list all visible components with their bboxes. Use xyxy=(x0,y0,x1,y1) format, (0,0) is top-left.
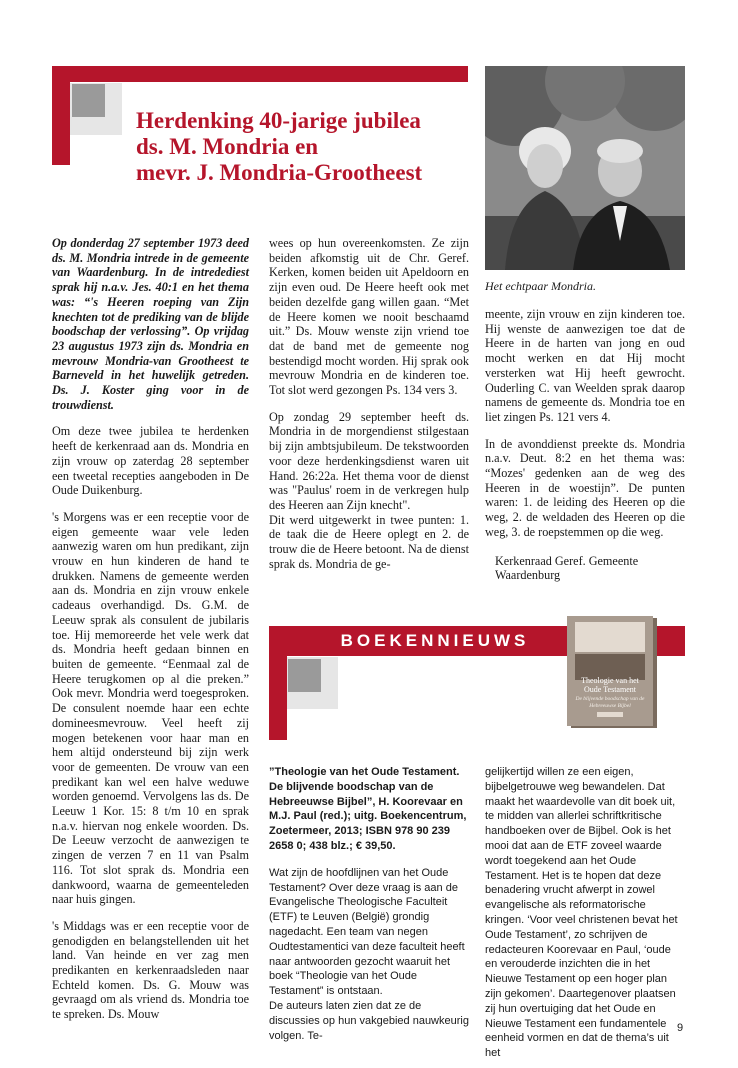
book-bibliography: ”Theologie van het Oude Testament. De blijvende boodschap van de Hebreeuwse Bijbel”, H. Koorevaar en M.J. Paul (red.); uitg. Boekencentrum, Zoetermeer, 2013; ISBN 978 90 239 2658 0; 438 blz.; € 39,50. xyxy=(269,766,467,852)
article-signature xyxy=(485,554,685,583)
books-column-right xyxy=(485,765,685,1061)
couple-photo xyxy=(485,66,685,270)
header-red-stripe xyxy=(52,82,70,165)
article-paragraph: 's Morgens was er een receptie voor de eigen gemeente waar vele leden aanwezig waren om hun predikant, zijn vrouw en hun kinderen de hand te drukken. Namens de gemeente werden aan ds. Mondria en zijn vrouw enkele cadeaus overhandigd. Ds. G.M. de Leeuw sprak als consulent de jubilaris toe. Hij memoreerde het vele werk dat ds. Mondria heeft gedaan binnen en buiten de gemeente. “Eenmaal zal de Heere terugkomen op al die preken.” Ook mevr. Mondria werd toegesproken. De consulent noemde haar een echte domineesmevrouw. Veel heeft zij mogen betekenen voor haar man en hem altijd ondersteund bij zijn werk voor de gemeenten. De vrouw van een predikant kan wel een halve weduwe worden genoemd. Vervolgens las ds. De Leeuw 1 Kor. 15: 8 t/m 10 en sprak n.a.v. hiervan nog enkele woorden. Ds. De Leeuw verzocht de aanwezigen te zingen de verzen 7 en 11 van Psalm 116. Tot slot sprak ds. Mondria een dankwoord, waarna de gemeenteleden naar huis gingen. xyxy=(52,509,249,907)
signature-line-1: Kerkenraad Geref. Gemeente xyxy=(495,553,639,568)
article-paragraph: Om deze twee jubilea te herdenken heeft de kerkenraad aan ds. Mondria en zijn vrouw op zaterdag 28 september een tweetal recepties aangeboden in De Oude Duikenburg. xyxy=(52,424,249,498)
article-column-1 xyxy=(52,236,249,1022)
article-paragraph: 's Middags was er een receptie voor de genodigden en belangstellenden uit het land. Van heinde en ver zag men predikanten en kerkenraadsleden naar Echteld komen. Ds. G. Mouw was gevraagd om als vriend ds. Mondria toe te spreken. Ds. Mouw xyxy=(52,918,249,1022)
books-column-left xyxy=(269,765,469,1043)
book-cover-illustration xyxy=(567,616,657,728)
article-column-2 xyxy=(269,236,469,571)
article-column-3 xyxy=(485,307,685,583)
article-paragraph: Op zondag 29 september heeft ds. Mondria in de morgendienst stilgestaan bij zijn ambtsjubileum. De tekstwoorden voor deze herdenkingsdienst waren uit Hand. 26:22a. Het thema voor de dienst was "Paulus' roem in de verkregen hulp des Heeren aan Zijn knecht". xyxy=(269,409,469,512)
title-line-2: ds. M. Mondria en xyxy=(136,134,319,159)
photo-caption: Het echtpaar Mondria. xyxy=(485,279,596,293)
books-red-stripe xyxy=(269,656,287,740)
book-paragraph: De auteurs laten zien dat ze de discussies op hun vakgebied nauwkeurig volgen. Te- xyxy=(269,999,469,1042)
book-cover-title: Theologie van het Oude Testament xyxy=(581,676,639,694)
header-bar xyxy=(52,66,468,82)
article-title xyxy=(136,108,476,186)
header-gray-square xyxy=(72,84,105,117)
article-intro: Op donderdag 27 september 1973 deed ds. M. Mondria intrede in de gemeente van Waardenburg. In de intredediest sprak hij n.a.v. Jes. 40:1 en het thema was: “'s Heeren roeping van Zijn knechten tot de prediking van de blijde boodschap der verlossing”. Op vrijdag 23 augustus 1973 zijn ds. Mondria en mevrouw Mondria-van Grootheest te Barneveld in het huwelijk getreden. Ds. J. Koster ging voor in de trouwdienst. xyxy=(52,236,249,412)
book-paragraph: gelijkertijd willen ze een eigen, bijbelgetrouwe weg bewandelen. Dat maakt het waardevolle van dit boek uit, te midden van allerlei schriftkritische handboeken over de Bijbel. Ook is het mooi dat aan de ETF zoveel waarde wordt toegekend aan het Oude Testament. Het is te hopen dat deze benadering vrucht afwerpt in zowel evangelische als reformatorische kringen. ‘Voor veel christenen bevat het Oude Testament’, zo schrijven de redacteuren Koorevaar en Paul, ‘oude en verouderde inzichten die in het Nieuwe Testament op een hoger plan zijn gekomen’. Daartegenover plaatsen zij hun overtuiging dat het Oude en Nieuwe Testament een fundamentele eenheid vormen en dat de thema’s uit het xyxy=(485,766,678,1060)
signature-line-2: Waardenburg xyxy=(495,568,561,583)
books-heading: BOEKENNIEUWS xyxy=(340,631,530,650)
article-paragraph: In de avonddienst preekte ds. Mondria n.a.v. Deut. 8:2 en het thema was: “Mozes' gedenken aan de weg des Heeren in de woestijn”. De punten waren: 1. de leiding des Heeren op die weg, 2. de weldaden des Heeren op die weg, 3. de roepstemmen op die weg. xyxy=(485,436,685,539)
books-gray-square xyxy=(288,659,321,692)
page-number: 9 xyxy=(677,1022,684,1034)
photo-illustration xyxy=(485,66,685,270)
book-cover-subtitle: De blijvende boodschap van de Hebreeuwse Bijbel xyxy=(575,696,645,709)
article-paragraph: Dit werd uitgewerkt in twee punten: 1. de taak die de Heere oplegt en 2. de trouw die de Heere betoont. Na de dienst sprak ds. Mondria de ge- xyxy=(269,512,469,571)
article-paragraph: meente, zijn vrouw en zijn kinderen toe. Hij wenste de aanwezigen toe dat de Heere in de harten van jong en oud mocht werken en dat Hij mocht versterken wat Hij heeft gewrocht. Ouderling C. van Weelden sprak daarop namens de gemeente ds. Mondria toe en liet zingen Ps. 121 vers 4. xyxy=(485,307,685,424)
title-line-3: mevr. J. Mondria-Grootheest xyxy=(136,160,423,185)
book-paragraph: Wat zijn de hoofdlijnen van het Oude Testament? Over deze vraag is aan de Evangelische Theologische Faculteit (ETF) te Leuven (België) grondig nagedacht. Een team van negen Oudtestamentici van deze faculteit heeft naar antwoorden gezocht waaruit het boek “Theologie van het Oude Testament” is ontstaan. xyxy=(269,866,465,998)
book-cover xyxy=(567,616,657,728)
title-line-1: Herdenking 40-jarige jubilea xyxy=(136,108,421,133)
article-paragraph: wees op hun overeenkomsten. Ze zijn beiden afkomstig uit de Chr. Geref. Kerken, komen beiden uit Apeldoorn en zijn even oud. De Heere heeft ook met beiden dezelfde gang willen gaan. “Met de Heere komen we nooit beschaamd uit.” Ds. Mouw wenste zijn vriend toe dat de band met de gemeente nog bestendigd mocht worden. Hij sprak ook mevrouw Mondria en de kinderen toe. Tot slot werd gezongen Ps. 134 vers 3. xyxy=(269,236,469,398)
